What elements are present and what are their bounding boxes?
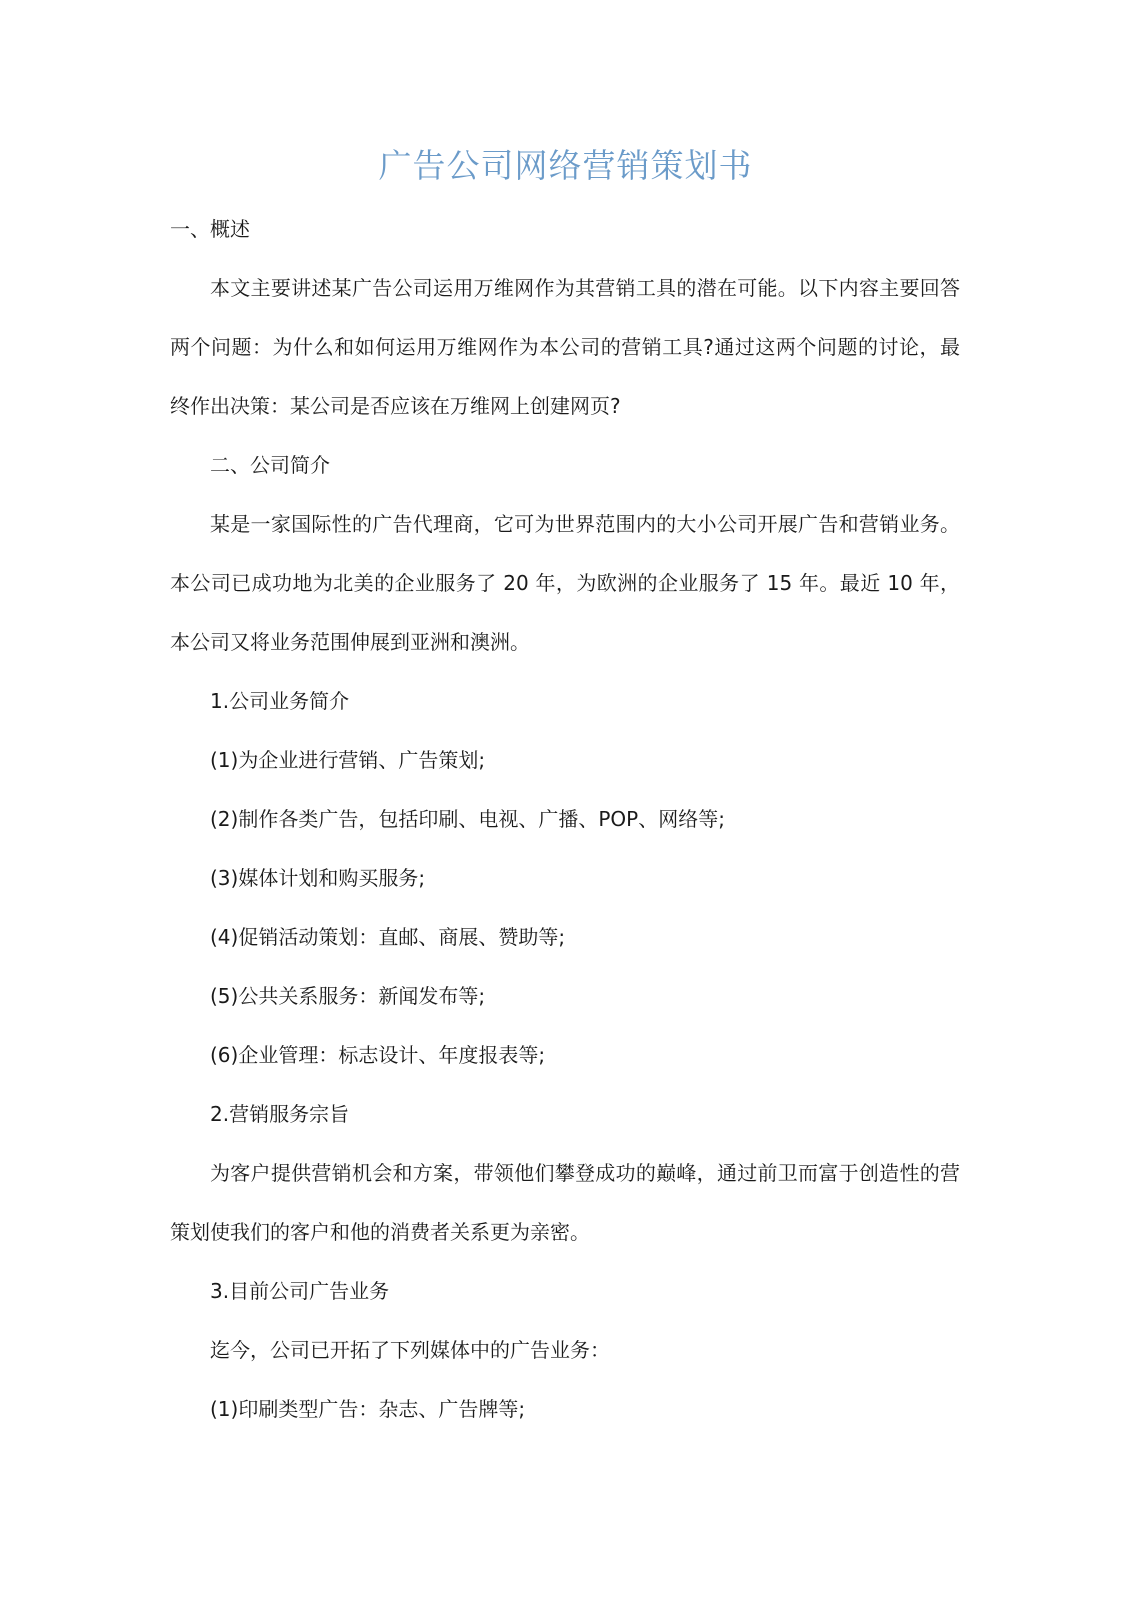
business-list-item: (2)制作各类广告，包括印刷、电视、广播、POP、网络等; <box>210 807 725 831</box>
business-list-item: (3)媒体计划和购买服务; <box>210 866 426 890</box>
document-body <box>170 200 960 1439</box>
section-heading-company-intro: 二、公司简介 <box>210 453 330 477</box>
subheading-service-tenet: 2.营销服务宗旨 <box>210 1102 350 1126</box>
business-list-item: (1)为企业进行营销、广告策划; <box>210 748 486 772</box>
current-ad-business-intro: 迄今，公司已开拓了下列媒体中的广告业务： <box>210 1338 610 1362</box>
ad-business-list-item: (1)印刷类型广告：杂志、广告牌等; <box>210 1397 526 1421</box>
business-list-item: (4)促销活动策划：直邮、商展、赞助等; <box>210 925 566 949</box>
business-list-item: (6)企业管理：标志设计、年度报表等; <box>210 1043 546 1067</box>
section-heading-overview: 一、概述 <box>170 217 250 241</box>
service-tenet-paragraph: 为客户提供营销机会和方案，带领他们攀登成功的巅峰，通过前卫而富于创造性的营策划使我们的客户和他的消费者关系更为亲密。 <box>170 1161 960 1244</box>
document-title: 广告公司网络营销策划书 <box>378 146 753 185</box>
overview-paragraph: 本文主要讲述某广告公司运用万维网作为其营销工具的潜在可能。以下内容主要回答两个问题：为什么和如何运用万维网作为本公司的营销工具?通过这两个问题的讨论，最终作出决策：某公司是否应该在万维网上创建网页? <box>170 276 960 418</box>
business-list-item: (5)公共关系服务：新闻发布等; <box>210 984 486 1008</box>
subheading-business-intro: 1.公司业务简介 <box>210 689 350 713</box>
subheading-current-ad-business: 3.目前公司广告业务 <box>210 1279 390 1303</box>
company-intro-paragraph: 某是一家国际性的广告代理商，它可为世界范围内的大小公司开展广告和营销业务。本公司已成功地为北美的企业服务了 20 年，为欧洲的企业服务了 15 年。最近 10 年，本公司又将业务范围伸展到亚洲和澳洲。 <box>170 512 960 654</box>
